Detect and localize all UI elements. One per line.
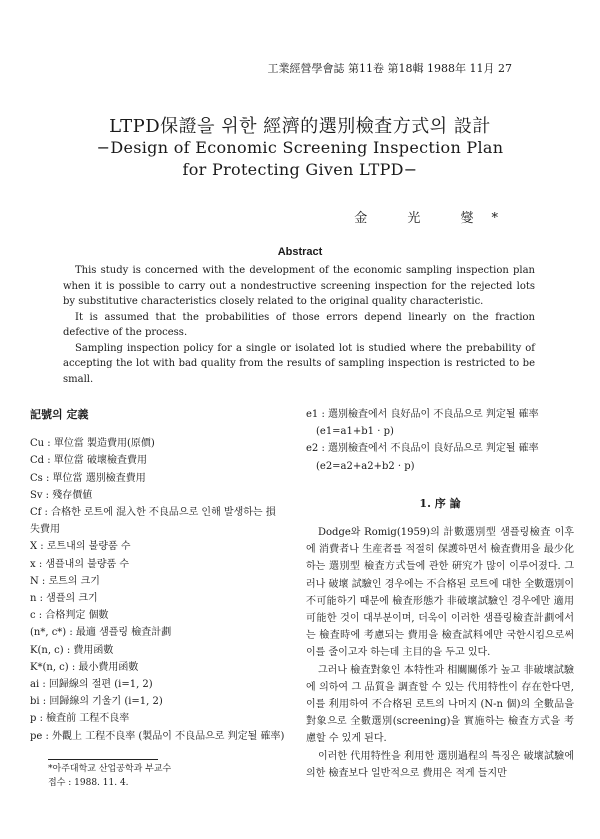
footnote-divider [48, 759, 158, 760]
intro-paragraph: Dodge와 Romig(1959)의 計數選別型 샘플링檢査 이후에 消費者나 生産者를 적절히 保護하면서 檢査費用을 最少化하는 選別型 檢査方式들에 관한 硏究가 많이 이루어졌다. 그러나 破壞 試驗인 경우에는 不合格된 로트에 대한 全數選別이 不可能하기 때문에 檢査形態가 非破壞試驗인 경우에만 適用可能한 것이 대부분이며, 더욱이 이러한 샘플링檢査計劃에서는 檢査時에 考慮되는 費用을 檢査試料에만 국한시킴으로써 이를 줄이고자 하는데 主目的을 두고 있다. [306, 527, 574, 659]
symbol-item: Cu : 單位當 製造費用(原價) [30, 438, 155, 450]
introduction-heading: 1. 序 論 [419, 496, 461, 510]
symbol-item: K*(n, c) : 最小費用函數 [30, 661, 139, 673]
definition-e2: e2 : 選別檢査에서 不良品이 良好品으로 判定될 確率 (e2=a2+a2+b2 · p) [306, 443, 539, 472]
author-name: 金 光 燮* [354, 211, 516, 226]
abstract-heading: Abstract [277, 246, 323, 258]
symbol-item: x : 샘플내의 불량품 수 [30, 558, 130, 570]
title-korean: LTPD保證을 위한 經濟的選別檢査方式의 設計 [109, 116, 491, 137]
symbol-item: Cf : 合格한 로트에 混入한 不良品으로 인해 발생하는 損失費用 [30, 507, 276, 536]
symbol-item: ai : 回歸線의 절편 (i=1, 2) [30, 679, 153, 691]
symbol-item: N : 로트의 크기 [30, 575, 100, 587]
journal-header: 工業經營學會誌 第11卷 第18輯 1988年 11月 27 [267, 62, 512, 75]
symbols-heading: 記號의 定義 [30, 408, 89, 421]
symbol-item: Cd : 單位當 破壞檢査費用 [30, 455, 147, 467]
footnote-affiliation: *아주대학교 산업공학과 부교수 [48, 763, 172, 774]
title-english-line2: for Protecting Given LTPD− [182, 160, 418, 179]
symbol-item: pe : 外觀上 工程不良率 (製品이 不良品으로 判定될 確率) [30, 730, 285, 742]
abstract-paragraph: It is assumed that the probabilities of those errors depend linearly on the fraction defective of the process. [63, 311, 535, 338]
symbol-item: Sv : 殘存價値 [30, 489, 93, 501]
definition-e1: e1 : 選別檢査에서 良好品이 不良品으로 判定될 確率 (e1=a1+b1 · p) [306, 409, 539, 438]
abstract-paragraph: Sampling inspection policy for a single or isolated lot is studied where the prebability of accepting the lot with bad quality from the results of sampling inspection is restricted to be small. [63, 342, 535, 385]
symbol-item: K(n, c) : 費用函數 [30, 644, 114, 656]
right-column [306, 406, 574, 782]
symbol-item: (n*, c*) : 最適 샘플링 檢査計劃 [30, 627, 172, 639]
symbol-item: Cs : 單位當 選別檢査費用 [30, 472, 146, 484]
intro-paragraph: 그러나 檢査對象인 本特性과 相關關係가 높고 非破壞試驗에 의하여 그 品質을 調査할 수 있는 代用特性이 存在한다면, 이를 利用하여 不合格된 로트의 나머지 (N-n 個)의 全數品을 對象으로 全數選別(screening)을 實施하는 檢査方式을 考慮할 수 있게 된다. [306, 664, 574, 745]
footnote-received: 접수 : 1988. 11. 4. [48, 777, 129, 788]
title-english-line1: −Design of Economic Screening Inspection Plan [96, 138, 504, 157]
symbol-item: X : 로트내의 불량품 수 [30, 541, 131, 553]
symbol-definitions-column [30, 406, 285, 790]
abstract-paragraph: This study is concerned with the development of the economic sampling inspection plan when it is possible to carry out a nondestructive screening inspection for the rejected lots by substitutive characteristics closely related to the original quality characteristic. [63, 265, 535, 307]
intro-paragraph: 이러한 代用特性을 利用한 選別過程의 특징은 破壞試驗에 의한 檢査보다 일반적으로 費用은 적게 들지만 [306, 750, 574, 779]
symbol-item: c : 合格判定 個數 [30, 610, 109, 622]
symbol-item: n : 샘플의 크기 [30, 593, 98, 605]
abstract-body [63, 263, 535, 387]
symbol-item: p : 檢査前 工程不良率 [30, 713, 130, 725]
symbol-item: bi : 回歸線의 기울기 (i=1, 2) [30, 696, 163, 708]
